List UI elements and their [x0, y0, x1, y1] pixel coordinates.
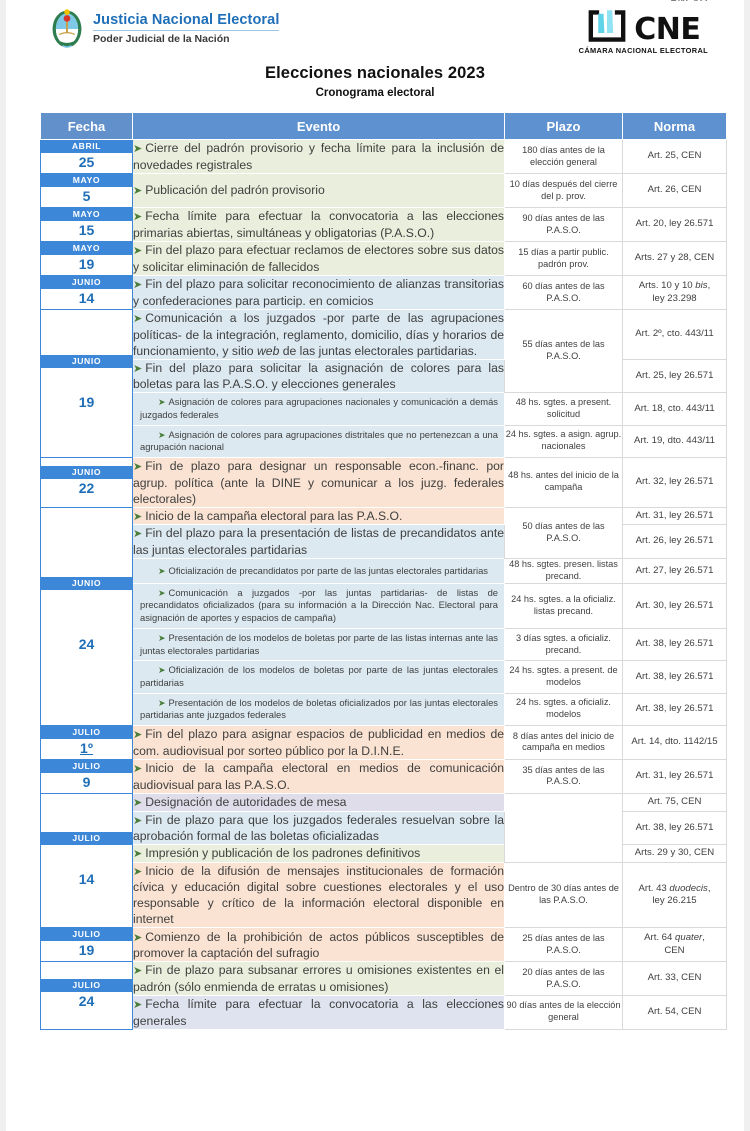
table-row: [41, 725, 727, 759]
table-row: [41, 845, 727, 863]
table-body: [41, 140, 727, 1030]
cne-logo-top: [586, 8, 701, 48]
table-row: [41, 811, 727, 845]
argentina-coat-of-arms-icon: [50, 9, 84, 49]
event-subitem-cell: ➤ Asignación de colores para agrupaciones nacionales y comunicación a demás juzgados federales: [133, 393, 505, 425]
deadline-cell: 50 días antes de las P.A.S.O.: [505, 507, 623, 558]
deadline-cell: 48 hs. sgtes. a present. solicitud: [505, 393, 623, 425]
date-day: 15: [78, 222, 95, 238]
electoral-schedule-table: [40, 112, 727, 1030]
date-month: MAYO: [41, 208, 132, 221]
bullet-arrow-icon: ➤: [133, 528, 143, 541]
date-cell: [41, 759, 133, 793]
deadline-cell: 24 hs. sgtes. a la oficializ. listas precand.: [505, 583, 623, 628]
deadline-cell: 8 días antes del inicio de campaña en medios: [505, 725, 623, 759]
bullet-arrow-icon: ➤: [133, 313, 143, 325]
date-cell: [41, 276, 133, 310]
regulation-cell: Art. 25, CEN: [623, 140, 727, 174]
event-cell: ➤ Fecha límite para efectuar la convocatoria a las elecciones primarias abiertas, simultáneas y obligatorias (P.A.S.O.): [133, 209, 504, 240]
event-cell: ➤ Comunicación a los juzgados -por parte de las agrupaciones políticas- de la integración, reglamento, domicilio, días y horarios de funcionamiento, y sitio web de las juntas electorales partidarias.: [133, 311, 504, 358]
date-cell: [41, 793, 133, 927]
justicia-logo-text: [93, 13, 279, 45]
bullet-arrow-icon: ➤: [158, 697, 166, 708]
bullet-arrow-icon: ➤: [133, 143, 143, 156]
date-month: JUNIO: [41, 355, 132, 368]
deadline-cell: 90 días antes de las P.A.S.O.: [505, 208, 623, 242]
event-cell: ➤ Fin del plazo para solicitar la asignación de colores para las boletas para las P.A.S.O. y elecciones generales: [133, 360, 504, 392]
regulation-cell: Art. 75, CEN: [623, 793, 727, 811]
deadline-cell: 48 hs. antes del inicio de la campaña: [505, 458, 623, 508]
event-subitem-cell: ➤ Oficialización de precandidatos por parte de las juntas electorales partidarias: [133, 558, 505, 583]
bullet-arrow-icon: ➤: [133, 211, 143, 224]
regulation-cell: Art. 25, ley 26.571: [623, 359, 727, 393]
event-subitem-cell: ➤ Presentación de los modelos de boletas por parte de las listas internas ante las juntas electorales partidarias: [133, 628, 505, 660]
event-cell: ➤ Cierre del padrón provisorio y fecha límite para la inclusión de novedades registrales: [133, 141, 504, 172]
bullet-arrow-icon: ➤: [158, 632, 166, 643]
date-day: 25: [78, 154, 95, 170]
deadline-cell: 3 días sgtes. a oficializ. precand.: [505, 628, 623, 660]
regulation-cell: Art. 19, dto. 443/11: [623, 425, 727, 457]
bullet-arrow-icon: ➤: [158, 665, 166, 676]
bullet-arrow-icon: ➤: [133, 279, 143, 292]
event-cell: ➤ Fin del plazo para solicitar reconocimiento de alianzas transitorias y confederaciones para particip. en comicios: [133, 277, 504, 308]
bullet-arrow-icon: ➤: [158, 565, 166, 576]
bullet-arrow-icon: ➤: [133, 931, 143, 944]
date-cell: [41, 174, 133, 208]
cne-bracket-icon: [586, 8, 628, 44]
event-cell: ➤ Fecha límite para efectuar la convocatoria a las elecciones generales: [133, 997, 504, 1028]
bullet-arrow-icon: ➤: [133, 461, 143, 474]
date-day: 5: [82, 188, 91, 204]
deadline-cell: 48 hs. sgtes. presen. listas precand.: [505, 558, 623, 583]
cne-logo: [579, 8, 708, 55]
date-day: 9: [82, 773, 91, 790]
event-cell: ➤ Inicio de la campaña electoral en medios de comunicación audiovisual para las P.A.S.O.: [133, 761, 504, 792]
event-cell: ➤ Inicio de la difusión de mensajes institucionales de formación cívica y educación digital sobre cuestiones electorales y el uso responsable y crítico de la información electoral disponible en internet: [133, 863, 504, 927]
date-month: JULIO: [41, 979, 132, 992]
deadline-cell: 25 días antes de las P.A.S.O.: [505, 928, 623, 962]
bullet-arrow-icon: ➤: [133, 814, 143, 827]
table-row: [41, 759, 727, 793]
date-day: 24: [78, 993, 95, 1010]
cne-wordmark: CNE: [634, 12, 701, 48]
bullet-arrow-icon: ➤: [133, 965, 143, 978]
bullet-arrow-icon: ➤: [133, 185, 143, 198]
event-cell: ➤ Fin del plazo para efectuar reclamos de electores sobre sus datos y solicitar eliminación de fallecidos: [133, 243, 504, 274]
event-cell: ➤ Fin de plazo para que los juzgados federales resuelvan sobre la aprobación formal de las boletas oficializadas: [133, 812, 504, 844]
regulation-cell: Art. 64 quater, CEN: [623, 928, 727, 962]
regulation-cell: Art. 26, CEN: [623, 174, 727, 208]
bullet-arrow-icon: ➤: [133, 510, 143, 523]
bullet-arrow-icon: ➤: [133, 362, 143, 375]
date-month: JULIO: [41, 726, 132, 739]
deadline-cell: 24 hs. sgtes. a oficializ. modelos: [505, 693, 623, 725]
bullet-arrow-icon: ➤: [133, 796, 143, 809]
table-row: [41, 793, 727, 811]
date-month: ABRIL: [41, 140, 132, 153]
table-row: [41, 276, 727, 310]
document-subtitle: Cronograma electoral: [315, 87, 435, 99]
event-cell: ➤ Publicación del padrón provisorio: [133, 174, 505, 208]
column-header-evento: Evento: [133, 113, 505, 140]
org-subtitle: Poder Judicial de la Nación: [93, 32, 230, 45]
deadline-cell: 180 días antes de la elección general: [505, 140, 623, 174]
date-month: JULIO: [41, 832, 132, 845]
table-row: [41, 174, 727, 208]
date-cell: [41, 962, 133, 1029]
bullet-arrow-icon: ➤: [133, 848, 143, 861]
date-cell: [41, 140, 133, 174]
regulation-cell: Art. 18, cto. 443/11: [623, 393, 727, 425]
bullet-arrow-icon: ➤: [133, 729, 143, 742]
regulation-cell: Art. 2º, cto. 443/11: [623, 310, 727, 360]
bullet-arrow-icon: ➤: [133, 763, 143, 776]
regulation-cell: Art. 38, ley 26.571: [623, 661, 727, 693]
justicia-nacional-electoral-logo: [50, 9, 279, 49]
date-day: 1º: [80, 739, 93, 756]
date-cell: [41, 242, 133, 276]
table-row: [41, 208, 727, 242]
date-month: JULIO: [41, 760, 132, 773]
regulation-cell: Art. 31, ley 26.571: [623, 507, 727, 525]
date-cell: [41, 310, 133, 458]
table-row: [41, 507, 727, 525]
bullet-arrow-icon: ➤: [133, 999, 143, 1012]
regulation-cell: Art. 32, ley 26.571: [623, 458, 727, 508]
event-cell: ➤ Impresión y publicación de los padrones definitivos: [133, 845, 505, 863]
date-day: 14: [78, 290, 95, 306]
date-cell: [41, 208, 133, 242]
event-cell: ➤ Fin del plazo para asignar espacios de publicidad en medios de com. audiovisual por sorteo público por la D.I.N.E.: [133, 727, 504, 758]
table-row: [41, 393, 727, 425]
regulation-cell: Art. 38, ley 26.571: [623, 628, 727, 660]
schedule-table-wrapper: [40, 112, 718, 1030]
event-cell: ➤ Comienzo de la prohibición de actos públicos susceptibles de promover la captación del sufragio: [133, 929, 504, 961]
table-row: [41, 996, 727, 1030]
date-month: JUNIO: [41, 466, 132, 479]
date-day: 19: [78, 942, 95, 959]
date-cell: [41, 507, 133, 725]
date-cell: [41, 928, 133, 962]
event-subitem-cell: ➤ Presentación de los modelos de boletas oficializados por las juntas electorales partidarias ante juzgados federales: [133, 693, 505, 725]
regulation-cell: Art. 31, ley 26.571: [623, 759, 727, 793]
event-cell: ➤ Fin de plazo para subsanar errores u omisiones existentes en el padrón (sólo enmienda de erratas u omisiones): [133, 963, 504, 994]
regulation-cell: Art. 33, CEN: [623, 962, 727, 996]
deadline-cell: 15 días a partir public. padrón prov.: [505, 242, 623, 276]
table-row: [41, 242, 727, 276]
table-row: [41, 962, 727, 996]
event-subitem-cell: ➤ Asignación de colores para agrupaciones distritales que no pertenezcan a una agrupación nacional: [133, 425, 505, 457]
regulation-cell: Arts. 29 y 30, CEN: [623, 845, 727, 863]
regulation-cell: Art. 38, ley 26.571: [623, 693, 727, 725]
bullet-arrow-icon: ➤: [158, 429, 166, 440]
table-row: [41, 425, 727, 457]
table-row: [41, 928, 727, 962]
regulation-cell: Art. 14, dto. 1142/15: [623, 725, 727, 759]
regulation-cell: Art. 26, ley 26.571: [623, 525, 727, 559]
date-day: 22: [78, 479, 95, 496]
regulation-cell: Art. 27, ley 26.571: [623, 558, 727, 583]
event-cell: ➤ Designación de autoridades de mesa: [133, 793, 505, 811]
event-cell: ➤ Inicio de la campaña electoral para las P.A.S.O.: [133, 507, 505, 525]
table-header-row: [41, 113, 727, 140]
deadline-cell: 20 días antes de las P.A.S.O.: [505, 962, 623, 996]
column-header-fecha: Fecha: [41, 113, 133, 140]
deadline-cell: 60 días antes de las P.A.S.O.: [505, 276, 623, 310]
table-row: [41, 628, 727, 660]
regulation-cell: Arts. 27 y 28, CEN: [623, 242, 727, 276]
deadline-cell: [505, 793, 623, 862]
table-row: [41, 661, 727, 693]
date-day: 19: [78, 393, 95, 410]
table-row: [41, 140, 727, 174]
date-month: JULIO: [41, 928, 132, 941]
masthead: [6, 0, 744, 62]
date-day: 19: [78, 256, 95, 272]
event-subitem-cell: ➤ Comunicación a juzgados -por las juntas partidarias- de listas de precandidatos oficializados (para su información a la Dirección Nac. Electoral para asignación de aportes y espacios de campaña): [133, 583, 505, 628]
column-header-plazo: Plazo: [505, 113, 623, 140]
regulation-cell: Art. 54, CEN: [623, 996, 727, 1030]
table-head: [41, 113, 727, 140]
regulation-cell: Art. 38, ley 26.571: [623, 811, 727, 845]
bullet-arrow-icon: ➤: [133, 245, 143, 258]
event-subitem-cell: ➤ Oficialización de los modelos de boletas por parte de las juntas electorales partidarias: [133, 661, 505, 693]
column-header-norma: Norma: [623, 113, 727, 140]
deadline-cell: Dentro de 30 días antes de las P.A.S.O.: [505, 862, 623, 928]
cne-caption: CÁMARA NACIONAL ELECTORAL: [578, 46, 708, 55]
table-row: [41, 310, 727, 360]
date-month: MAYO: [41, 242, 132, 255]
deadline-cell: 90 días antes de la elección general: [505, 996, 623, 1030]
date-cell: [41, 725, 133, 759]
table-row: [41, 862, 727, 928]
regulation-cell: Arts. 10 y 10 bis, ley 23.298: [623, 276, 727, 310]
table-row: [41, 458, 727, 508]
bullet-arrow-icon: ➤: [133, 865, 143, 878]
bullet-arrow-icon: ➤: [158, 397, 166, 408]
event-cell: ➤ Fin de plazo para designar un responsable econ.-financ. por agrup. política (ante la DINE y comunicar a los juzg. federales electorales): [133, 459, 504, 506]
table-row: [41, 558, 727, 583]
date-month: JUNIO: [41, 276, 132, 289]
regulation-cell: Art. 30, ley 26.571: [623, 583, 727, 628]
deadline-cell: 24 hs. sgtes. a present. de modelos: [505, 661, 623, 693]
table-row: [41, 359, 727, 393]
regulation-cell: Art. 20, ley 26.571: [623, 208, 727, 242]
date-month: MAYO: [41, 174, 132, 187]
org-title: Justicia Nacional Electoral: [93, 13, 279, 31]
deadline-cell: 10 días después del cierre del p. prov.: [505, 174, 623, 208]
document-title: Elecciones nacionales 2023: [265, 64, 485, 82]
deadline-cell: 24 hs. sgtes. a asign. agrup. nacionales: [505, 425, 623, 457]
table-row: [41, 583, 727, 628]
deadline-cell: 55 días antes de las P.A.S.O.: [505, 310, 623, 393]
date-day: 14: [78, 870, 95, 887]
table-row: [41, 693, 727, 725]
date-cell: [41, 458, 133, 508]
deadline-cell: 35 días antes de las P.A.S.O.: [505, 759, 623, 793]
regulation-cell: Art. 43 duodecis, ley 26.215: [623, 862, 727, 928]
bullet-arrow-icon: ➤: [158, 587, 166, 598]
date-day: 24: [78, 636, 95, 653]
date-month: JUNIO: [41, 577, 132, 590]
event-cell: ➤ Fin del plazo para la presentación de listas de precandidatos ante las juntas electorales partidarias: [133, 526, 504, 557]
table-row: [41, 525, 727, 559]
